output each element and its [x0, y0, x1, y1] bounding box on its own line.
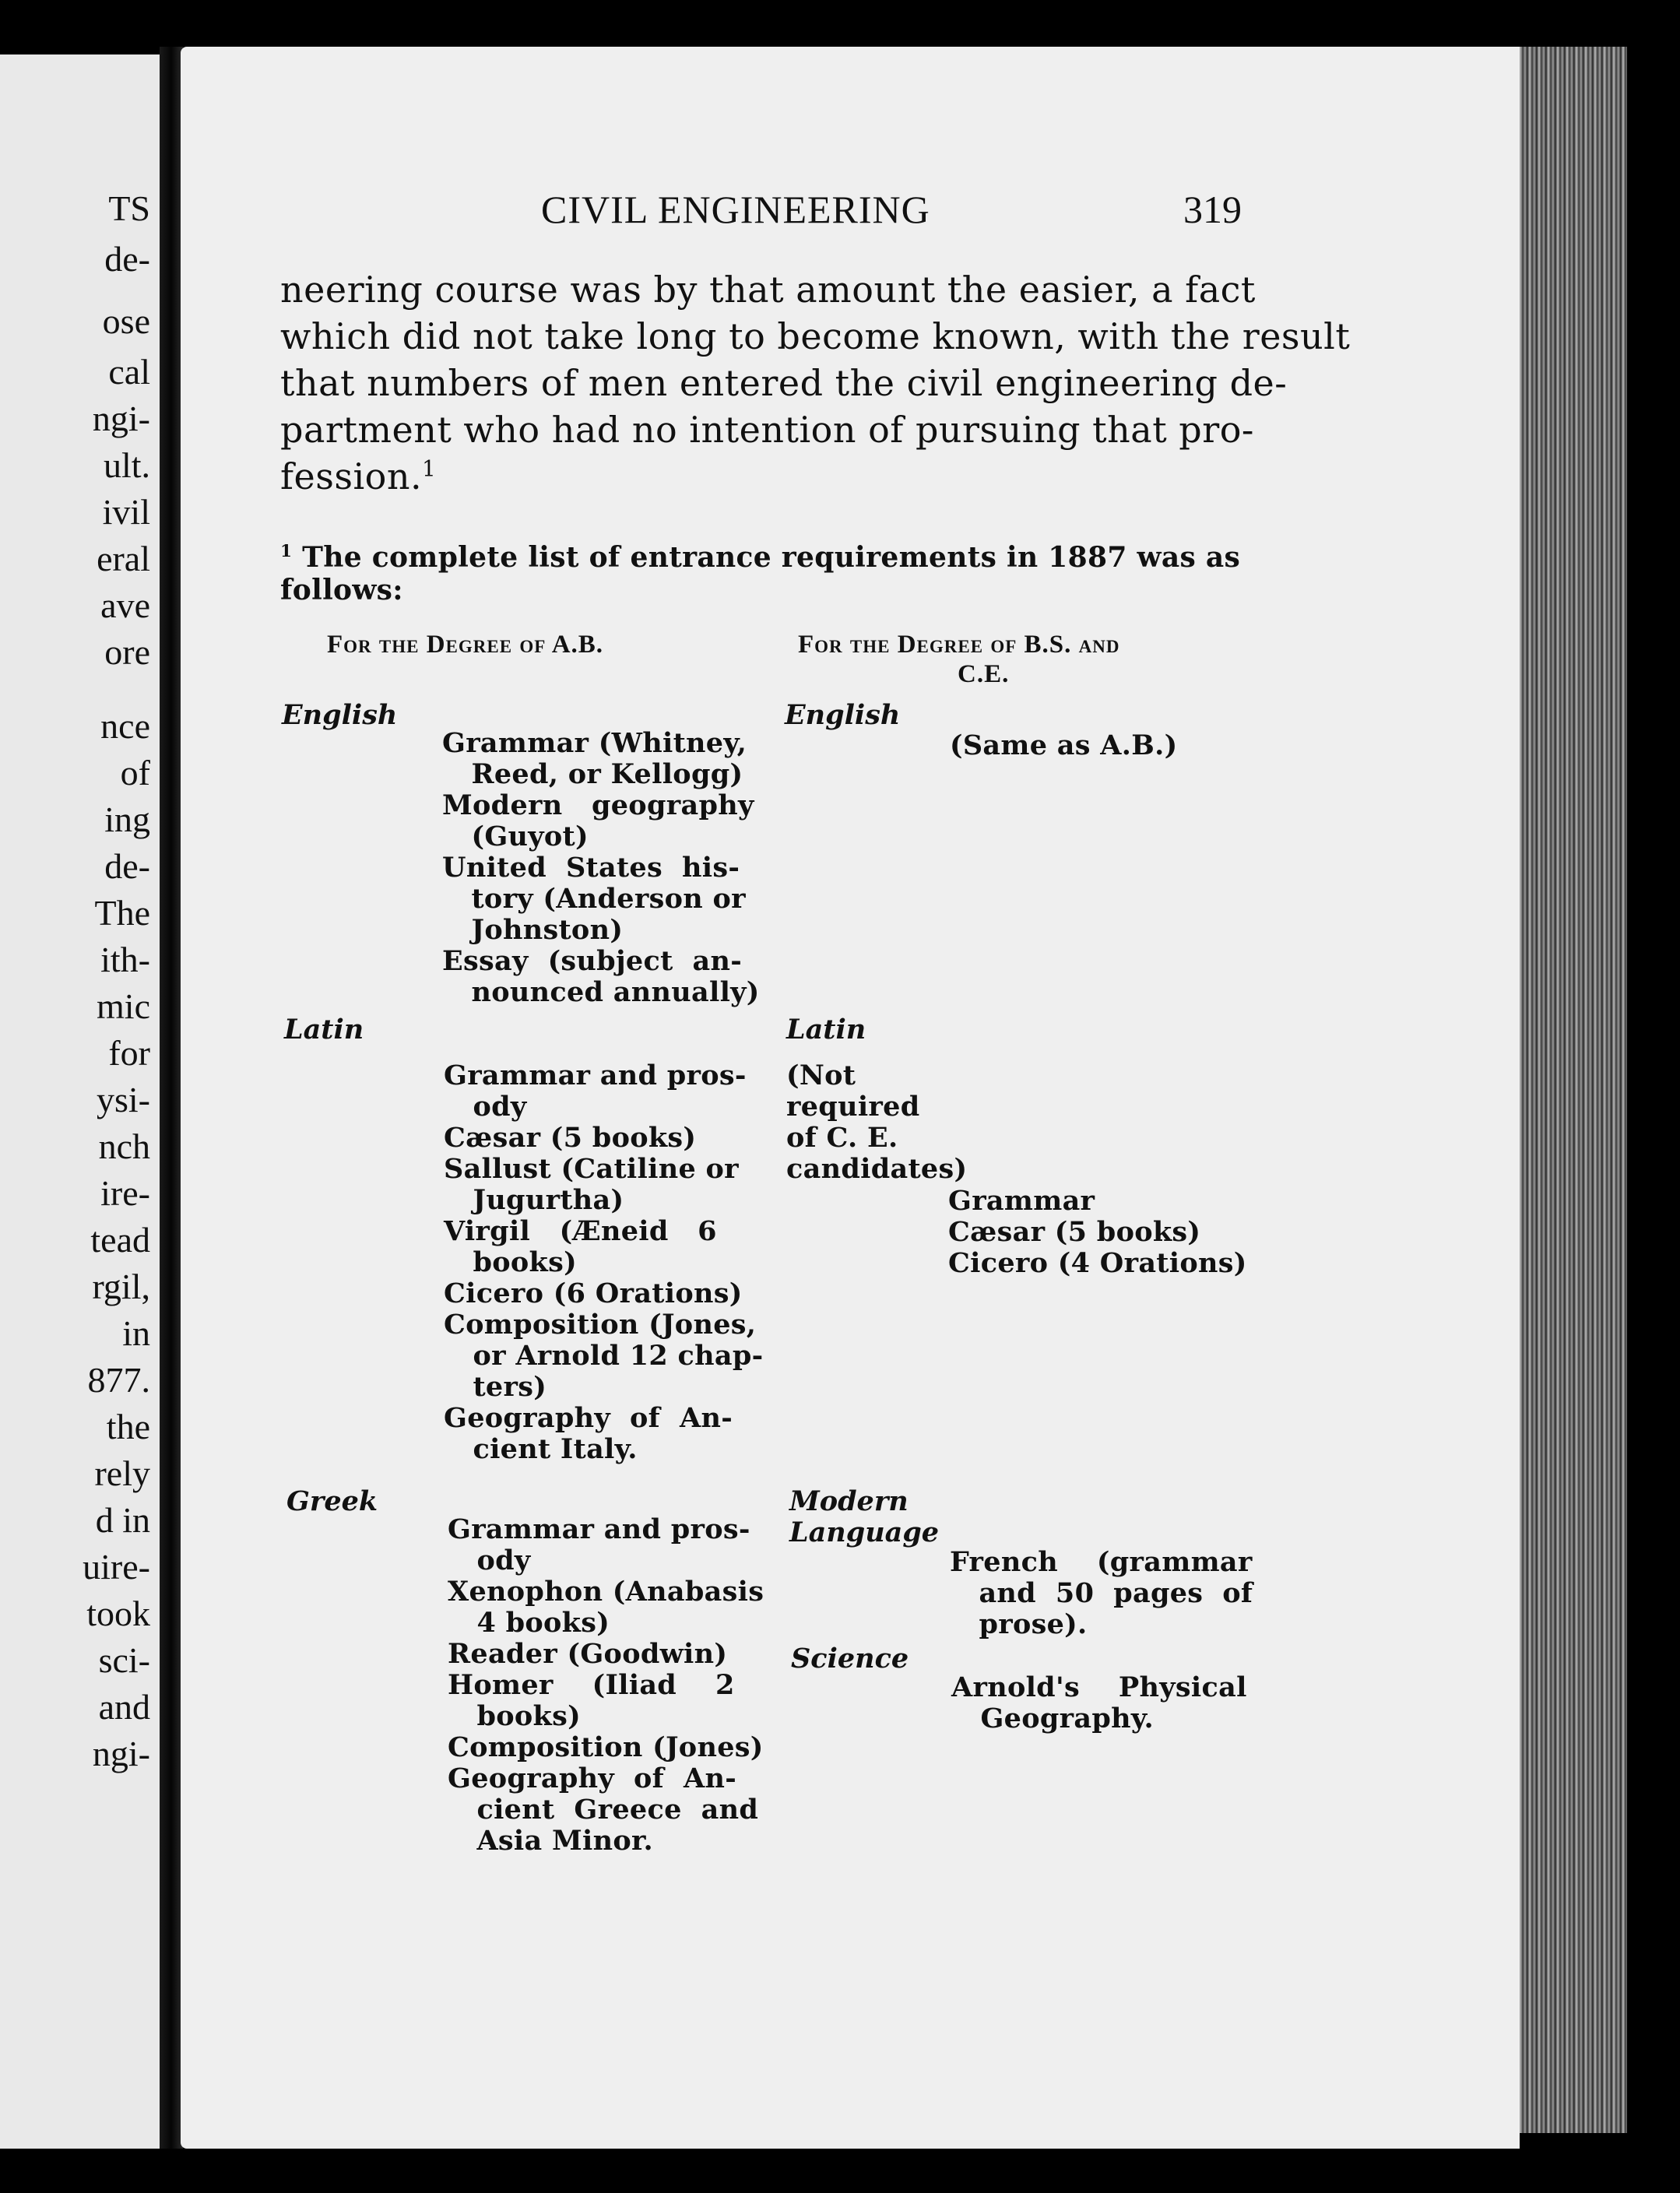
- facing-page-line: ith-: [100, 940, 150, 979]
- facing-page-line: took: [86, 1594, 150, 1633]
- ab-subject-english: English: [282, 699, 398, 731]
- body-line: partment who had no intention of pursuing that pro-: [280, 409, 1254, 451]
- bs-subject-language: Language: [789, 1516, 940, 1548]
- ab-english-item: Grammar (Whitney, Reed, or Kellogg): [442, 727, 747, 790]
- ab-latin-item: Cicero (6 Orations): [444, 1277, 743, 1309]
- ab-latin-item: Grammar and pros- ody: [444, 1060, 747, 1123]
- body-line: neering course was by that amount the easier, a fact: [280, 269, 1256, 311]
- facing-page-line: nch: [98, 1126, 150, 1166]
- facing-page-line: ult.: [103, 445, 150, 485]
- ab-greek-item: Reader (Goodwin): [448, 1638, 728, 1670]
- bs-subject-latin: Latin: [786, 1014, 866, 1046]
- facing-page-line: nce: [100, 706, 150, 746]
- bs-latin-item: Cæsar (5 books): [948, 1216, 1201, 1248]
- facing-page-line: ore: [104, 632, 150, 672]
- ab-english-item: Modern geography (Guyot): [442, 789, 754, 852]
- running-head: CIVIL ENGINEERING: [541, 188, 930, 231]
- ab-column-heading: For the Degree of A.B.: [327, 631, 604, 659]
- ab-subject-greek: Greek: [286, 1485, 378, 1517]
- footnote-line: [280, 541, 1240, 574]
- ab-latin-item: Composition (Jones, or Arnold 12 chap- ters): [444, 1309, 764, 1403]
- ab-latin-item: Cæsar (5 books): [444, 1122, 697, 1154]
- facing-page-line: TS: [108, 188, 150, 228]
- facing-page-line: uire-: [83, 1547, 150, 1587]
- facing-page-line: sci-: [98, 1640, 150, 1680]
- ab-subject-latin: Latin: [284, 1014, 364, 1046]
- facing-page: [0, 54, 160, 2149]
- facing-page-line: in: [122, 1313, 150, 1353]
- facing-page-line: ivil: [102, 492, 150, 532]
- bs-latin-note: (Not required of C. E. candidates): [786, 1060, 968, 1185]
- bs-english-note: (Same as A.B.): [950, 729, 1178, 761]
- facing-page-line: the: [106, 1407, 150, 1446]
- ab-english-item: United States his- tory (Anderson or Johnston): [442, 852, 746, 946]
- facing-page-line: tead: [90, 1220, 150, 1260]
- page-edges: [1518, 47, 1627, 2133]
- footnote-line: follows:: [280, 574, 403, 606]
- facing-page-line: ing: [104, 800, 150, 839]
- bs-subject-english: English: [785, 699, 901, 731]
- footnote-reference: 1: [422, 455, 437, 482]
- footnote-text: The complete list of entrance requirements in 1887 was as: [302, 541, 1241, 574]
- facing-page-line: ire-: [100, 1173, 150, 1213]
- facing-page-line: rely: [94, 1453, 150, 1493]
- facing-page-line: ysi-: [97, 1080, 150, 1119]
- ab-greek-item: Composition (Jones): [448, 1731, 764, 1763]
- facing-page-line: The: [94, 893, 150, 933]
- facing-page-line: and: [98, 1687, 150, 1727]
- bs-latin-item: Grammar: [948, 1185, 1095, 1217]
- facing-page-line: ngi-: [92, 399, 150, 438]
- facing-page-line: rgil,: [92, 1267, 150, 1306]
- facing-page-line: eral: [97, 539, 150, 578]
- ab-greek-item: Geography of An- cient Greece and Asia Minor.: [448, 1762, 759, 1857]
- facing-page-line: of: [120, 753, 150, 793]
- bs-latin-item: Cicero (4 Orations): [948, 1247, 1247, 1279]
- facing-page-line: ngi-: [92, 1734, 150, 1773]
- page-number: 319: [1183, 188, 1242, 231]
- ab-latin-item: Sallust (Catiline or Jugurtha): [444, 1153, 739, 1216]
- body-line: that numbers of men entered the civil engineering de-: [280, 362, 1288, 404]
- ab-latin-item: Geography of An- cient Italy.: [444, 1402, 733, 1465]
- bs-modern-language-item: French (grammar and 50 pages of prose).: [950, 1546, 1253, 1640]
- ab-greek-item: Grammar and pros- ody: [448, 1513, 750, 1576]
- ab-latin-item: Virgil (Æneid 6 books): [444, 1215, 717, 1278]
- body-text: fession.: [280, 455, 423, 497]
- bs-subject-modern: Modern: [789, 1485, 909, 1517]
- facing-page-line: ose: [102, 301, 150, 341]
- bs-column-heading-cont: C.E.: [958, 660, 1010, 688]
- bs-subject-science: Science: [791, 1643, 909, 1675]
- facing-page-line: ave: [100, 585, 150, 625]
- book-gutter: [160, 47, 183, 2149]
- facing-page-line: mic: [97, 986, 150, 1026]
- facing-page-line: for: [108, 1033, 150, 1073]
- facing-page-line: de-: [104, 239, 150, 279]
- ab-greek-item: Xenophon (Anabasis 4 books): [448, 1576, 764, 1639]
- facing-page-line: de-: [104, 846, 150, 886]
- facing-page-line: 877.: [87, 1360, 150, 1400]
- bs-science-item: Arnold's Physical Geography.: [951, 1671, 1247, 1734]
- body-line: which did not take long to become known, with the result: [280, 315, 1351, 357]
- facing-page-line: d in: [95, 1500, 150, 1540]
- facing-page-line: cal: [108, 352, 150, 392]
- ab-english-item: Essay (subject an- nounced annually): [442, 945, 760, 1008]
- bs-column-heading: For the Degree of B.S. and: [798, 631, 1120, 659]
- footnote-marker: 1: [280, 542, 293, 561]
- ab-greek-item: Homer (Iliad 2 books): [448, 1669, 735, 1732]
- body-line-last: [280, 455, 436, 497]
